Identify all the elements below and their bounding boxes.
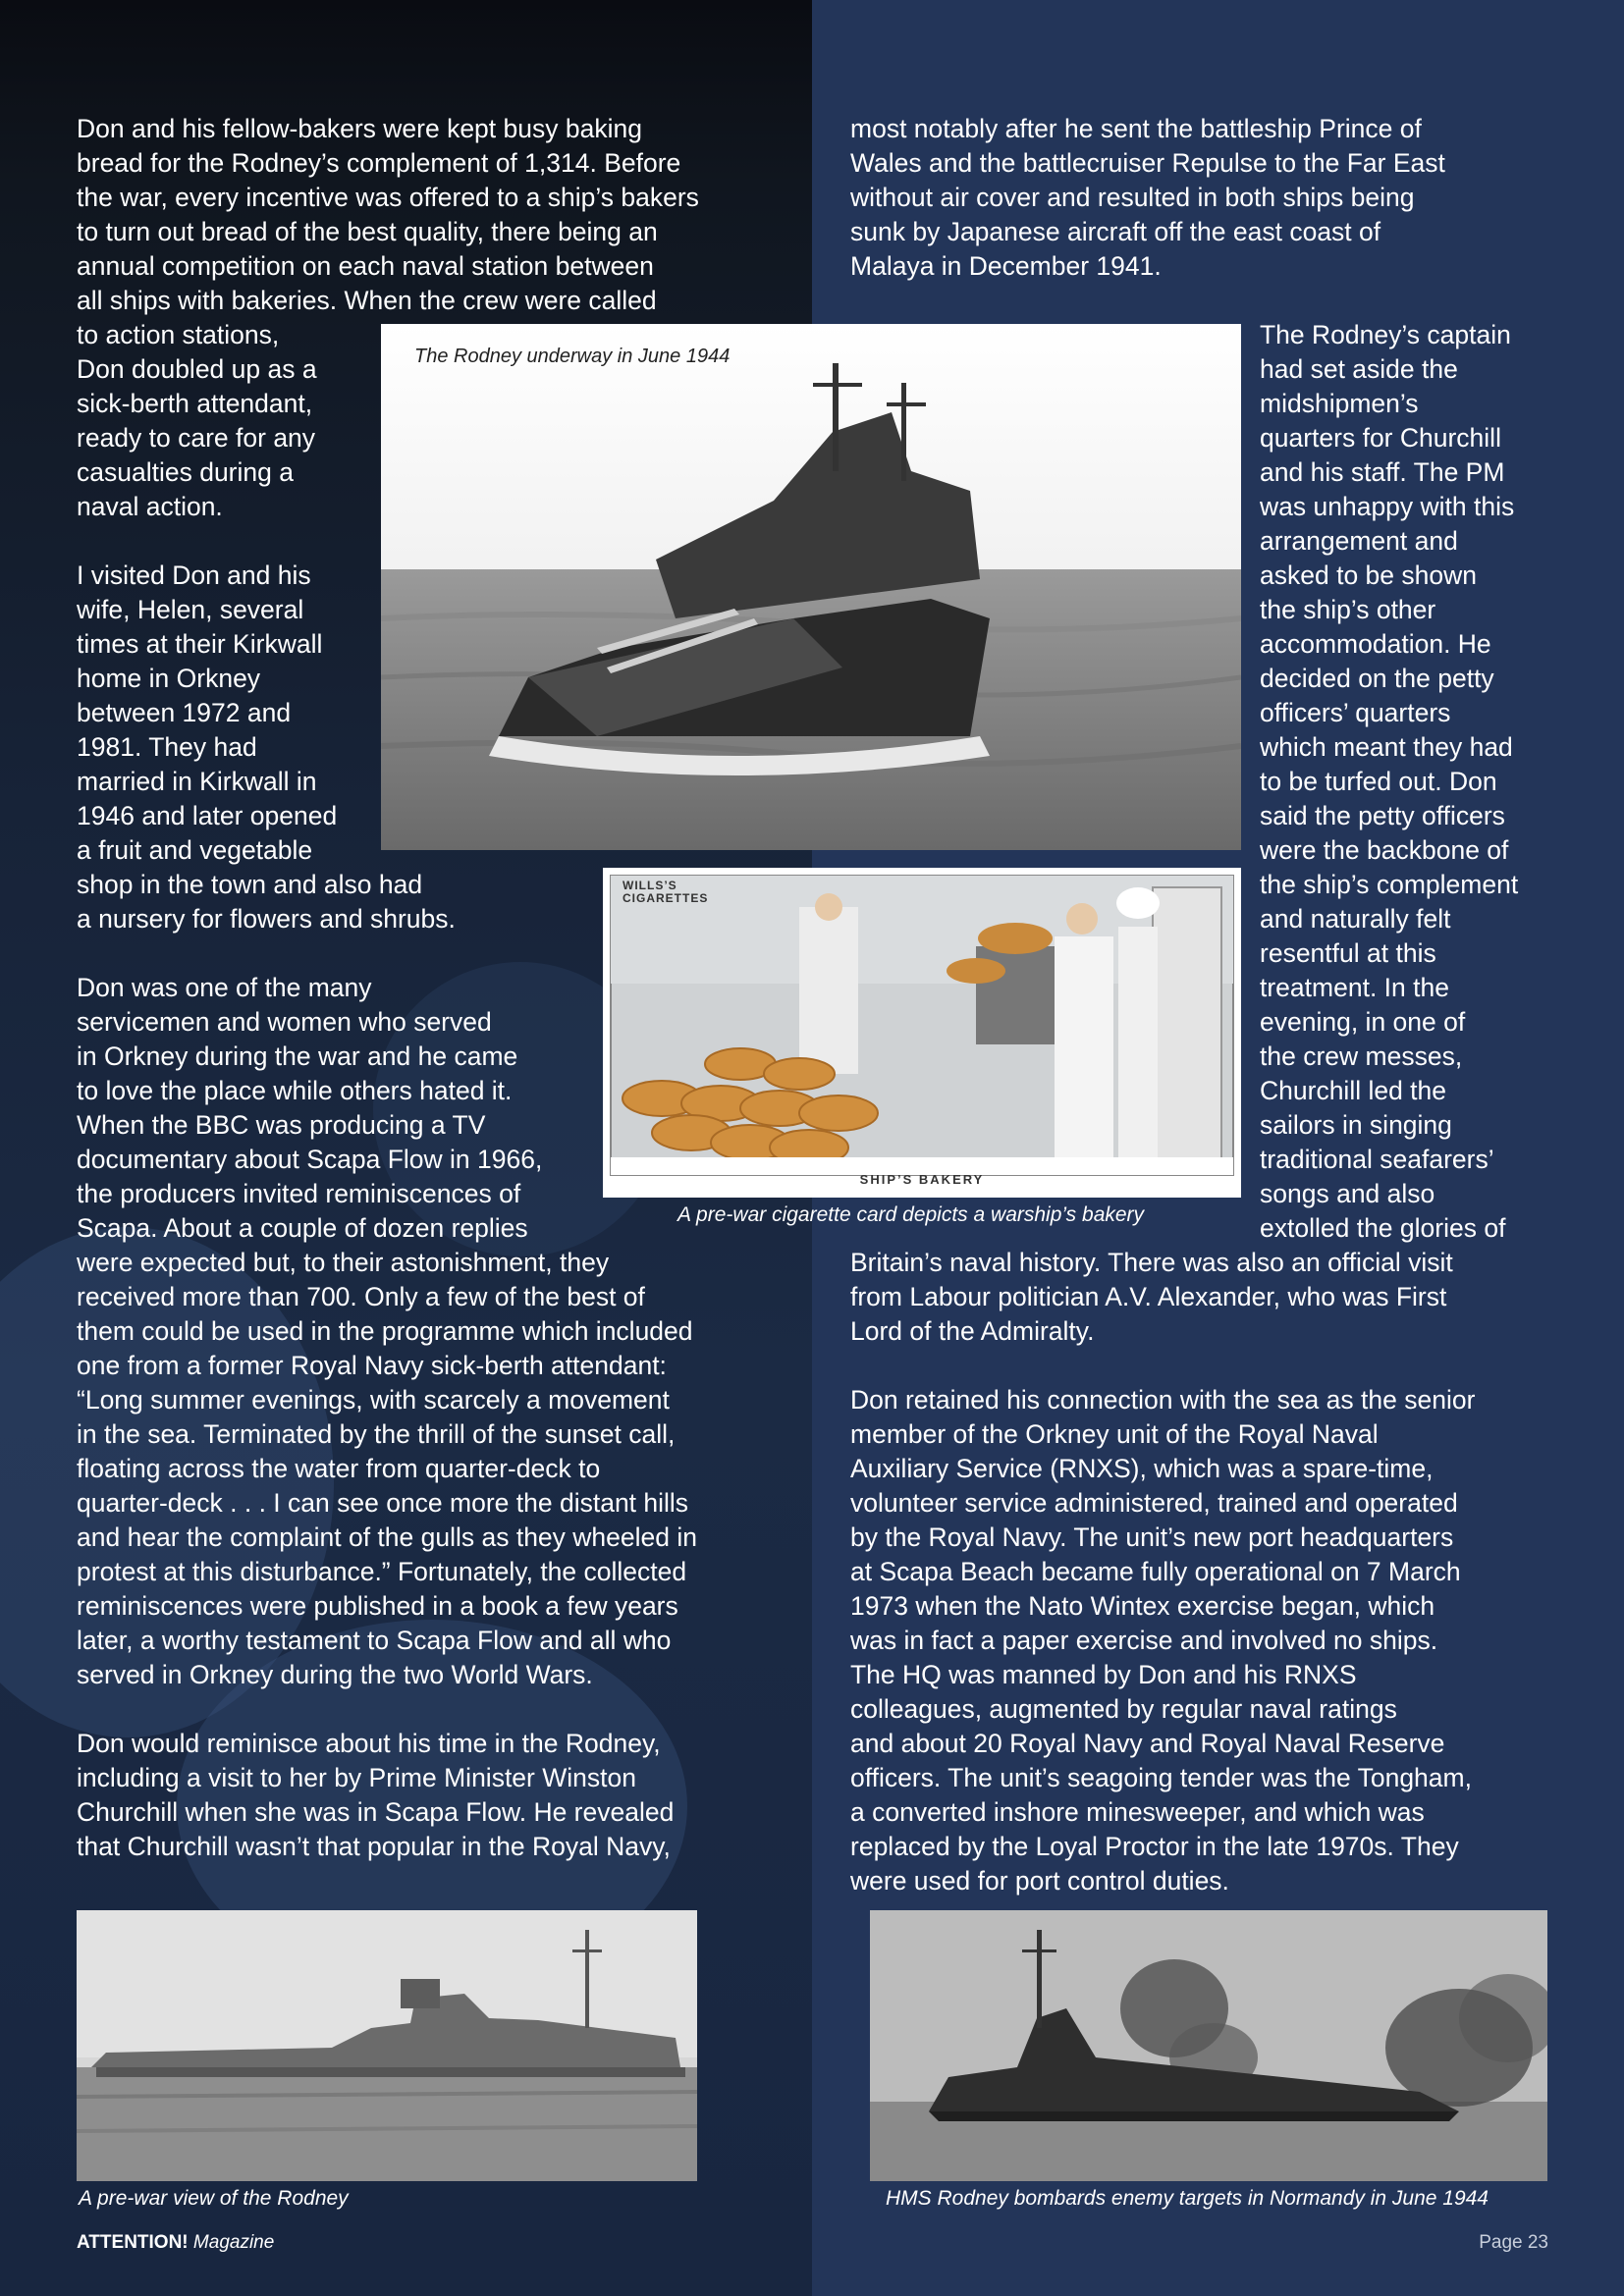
paragraph-action-stations: to action stations, Don doubled up as a sick-berth attendant, ready to care for any casualties during a naval action. [77, 320, 317, 521]
cigarette-card-caption: A pre-war cigarette card depicts a warship’s bakery [677, 1203, 1145, 1226]
paragraph-orkney: Don was one of the many servicemen and women who served in Orkney during the war and he came to love the place while others hated it. When the BBC was producing a TV documentary about Scapa Flow in 1966, the producers invited reminiscences of Scapa. About a couple of dozen replies [77, 973, 543, 1243]
card-brand: WILLS’S CIGARETTES [623, 879, 709, 905]
paragraph-churchill: Don would reminisce about his time in the Rodney, including a visit to her by Prime Minister Winston Churchill when she was in Scapa Flow. He revealed that Churchill wasn’t that popular in the Royal Navy, [77, 1729, 675, 1861]
paragraph-naval-history: Britain’s naval history. There was also an official visit from Labour politician A.V. Alexander, who was First Lord of the Admiralty. [850, 1248, 1453, 1346]
footer-brand-suffix: Magazine [192, 2232, 275, 2253]
paragraph-orkney-cont: were expected but, to their astonishment, they received more than 700. Only a few of the best of them could be used in the programme which included one from a former Royal Navy sick-berth attendant: “Long summer evenings, with scarcely a movement in the sea. Terminated by the thrill of the sunset call, floating across the water from quarter-deck to quarter-deck . . . I can see once more the distant hills and hear the complaint of the gulls as they wheeled in protest at this disturbance.” Fortunately, the collected reminiscences were published in a book a few years later, a worthy testament to Scapa Flow and all who served in Orkney during the two World Wars. [77, 1248, 697, 1689]
prewar-rodney-photo [77, 1910, 697, 2181]
card-title: SHIP’S BAKERY [859, 1172, 985, 1187]
footer-magazine-name [77, 2232, 274, 2254]
cigarette-card [603, 868, 1241, 1198]
paragraph-visits: I visited Don and his wife, Helen, several times at their Kirkwall home in Orkney between 1972 and 1981. They had married in Kirkwall in 1946 and later opened a fruit and vegetable [77, 561, 338, 865]
rodney-1944-photo [381, 324, 1241, 850]
prewar-rodney-caption: A pre-war view of the Rodney [79, 2187, 349, 2210]
paragraph-prince-of-wales: most notably after he sent the battleship Prince of Wales and the battlecruiser Repulse to the Far East without air cover and resulted in both ships being sunk by Japanese aircraft off the east coast of Malaya in December 1941. [850, 114, 1445, 281]
paragraph-visits-cont: shop in the town and also had a nursery for flowers and shrubs. [77, 870, 456, 934]
page-number: Page 23 [1479, 2232, 1548, 2253]
rodney-1944-caption: The Rodney underway in June 1944 [414, 346, 731, 367]
normandy-bombardment-photo [870, 1910, 1547, 2181]
normandy-caption: HMS Rodney bombards enemy targets in Normandy in June 1944 [886, 2187, 1489, 2210]
paragraph-captain: The Rodney’s captain had set aside the midshipmen’s quarters for Churchill and his staff. The PM was unhappy with this arrangement and asked to be shown the ship’s other accommodation. He decided on the petty officers’ quarters which meant they had to be turfed out. Don said the petty officers were the backbone of the ship’s complement and naturally felt resentful at this treatment. In the evening, in one of the crew messes, Churchill led the sailors in singing traditional seafarers’ songs and also extolled the glories of [1260, 320, 1519, 1243]
footer-brand: ATTENTION! [77, 2232, 189, 2253]
paragraph-rnxs: Don retained his connection with the sea as the senior member of the Orkney unit of the Royal Naval Auxiliary Service (RNXS), which was a spare-time, volunteer service administered, trained and operated by the Royal Navy. The unit’s new port headquarters at Scapa Beach became fully operational on 7 March 1973 when the Nato Wintex exercise began, which was in fact a paper exercise and involved no ships. The HQ was manned by Don and his RNXS colleagues, augmented by regular naval ratings and about 20 Royal Navy and Royal Naval Reserve officers. The unit’s seagoing tender was the Tongham, a converted inshore minesweeper, and which was replaced by the Loyal Proctor in the late 1970s. They were used for port control duties. [850, 1385, 1476, 1896]
paragraph-bakers: Don and his fellow-bakers were kept busy baking bread for the Rodney’s complement of 1,314. Before the war, every incentive was offered to a ship’s bakers to turn out bread of the best quality, there being an annual competition on each naval station between all ships with bakeries. When the crew were called [77, 114, 699, 315]
